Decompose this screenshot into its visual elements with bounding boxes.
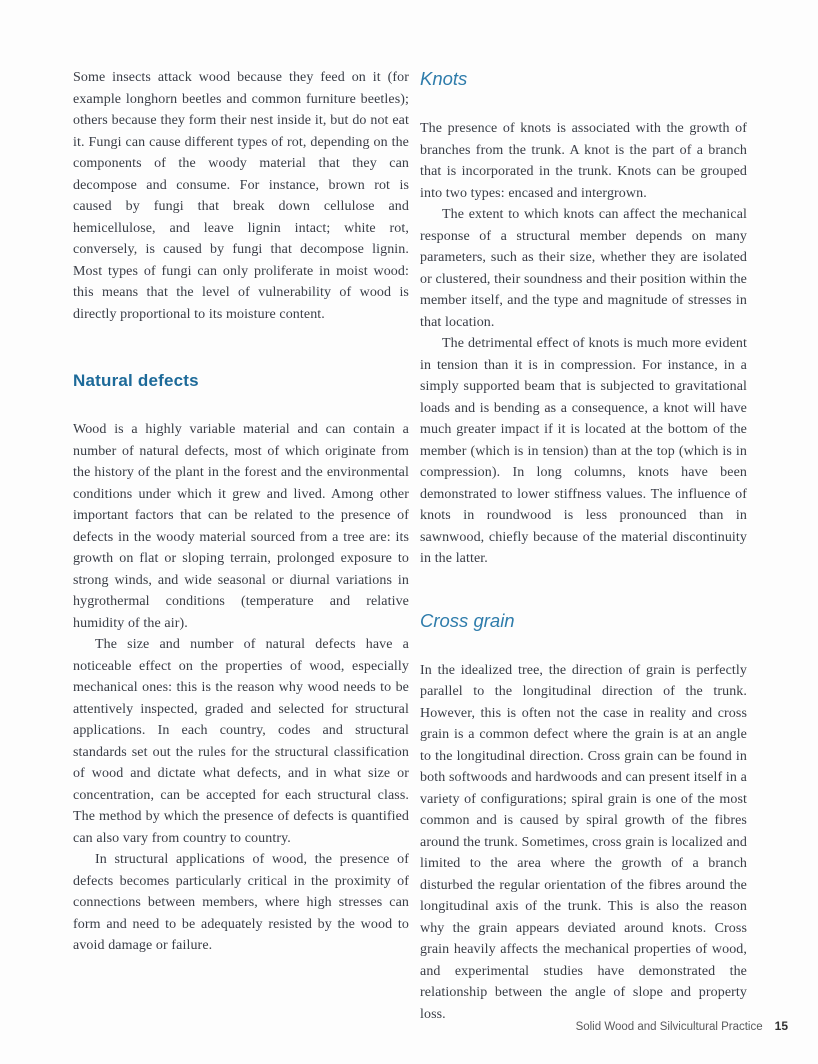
paragraph-defects-size-number: The size and number of natural defects have a noticeable effect on the properties of wood, especially mechanical ones: this is the reason why wood needs to be attentively inspected, graded and selected for structural applications. In each country, codes and structural standards set out the rules for the structural classification of wood and dictate what defects, and in what size or concentration, can be accepted for each structural class. The method by which the presence of defects is quantified can also vary from country to country. (73, 637, 409, 846)
right-column (420, 68, 747, 1025)
paragraph-knots-definition: The presence of knots is associated with the growth of branches from the trunk. A knot is the part of a branch that is incorporated in the trunk. Knots can be grouped into two types: encased and intergrown. (420, 121, 747, 201)
paragraph-defects-connections: In structural applications of wood, the presence of defects becomes particularly critical in the proximity of connections between members, where high stresses can form and need to be adequately resisted by the wood to avoid damage or failure. (73, 852, 409, 953)
subsection-heading-cross-grain: Cross grain (420, 609, 515, 631)
left-column (73, 67, 409, 957)
paragraph-knots-parameters: The extent to which knots can affect the mechanical response of a structural member depends on many parameters, such as their size, whether they are isolated or clustered, their soundness and their position within the member itself, and the type and magnitude of stresses in that location. (420, 207, 747, 330)
paragraph-insects-fungi: Some insects attack wood because they feed on it (for example longhorn beetles and common furniture beetles); others because they form their nest inside it, but do not eat it. Fungi can cause different types of rot, depending on the components of the woody material that they can decompose and consume. For instance, brown rot is caused by fungi that break down cellulose and hemicellulose, and leave lignin intact; white rot, conversely, is caused by fungi that decompose lignin. Most types of fungi can only proliferate in moist wood: this means that the level of vulnerability of wood is directly proportional to its moisture content. (73, 70, 409, 322)
page-number: 15 (774, 1019, 788, 1033)
page-footer (576, 1019, 788, 1033)
paragraph-natural-defects-origin: Wood is a highly variable material and can contain a number of natural defects, most of which originate from the history of the plant in the forest and the environmental conditions under which it grew and lived. Among other important factors that can be related to the presence of defects in the woody material sourced from a tree are: its growth on flat or sloping terrain, prolonged exposure to strong winds, and wide seasonal or diurnal variations in hygrothermal conditions (temperature and relative humidity of the air). (73, 422, 409, 631)
paragraph-knots-tension-compression: The detrimental effect of knots is much more evident in tension than it is in compression. For instance, in a simply supported beam that is subjected to gravitational loads and is bending as a consequence, a knot will have much greater impact if it is located at the bottom of the member (which is in tension) than at the top (which is in compression). In long columns, knots have been demonstrated to lower stiffness values. The influence of knots in roundwood is less pronounced than in sawnwood, chiefly because of the material discontinuity in the latter. (420, 336, 747, 566)
subsection-heading-knots: Knots (420, 68, 468, 89)
running-footer-title: Solid Wood and Silvicultural Practice (575, 1021, 763, 1033)
section-heading-natural-defects: Natural defects (73, 371, 199, 390)
paragraph-cross-grain: In the idealized tree, the direction of grain is perfectly parallel to the longitudinal direction of the trunk. However, this is often not the case in reality and cross grain is a common defect where the grain is at an angle to the longitudinal direction. Cross grain can be found in both softwoods and hardwoods and can present itself in a variety of configurations; spiral grain is one of the most common and is caused by spiral growth of the fibres around the trunk. Sometimes, cross grain is localized and limited to the area where the growth of a branch disturbed the regular orientation of the fibres around the longitudinal axis of the trunk. This is also the reason why the grain appears deviated around knots. Cross grain heavily affects the mechanical properties of wood, and experimental studies have demonstrated the relationship between the angle of slope and property loss. (420, 662, 747, 1022)
